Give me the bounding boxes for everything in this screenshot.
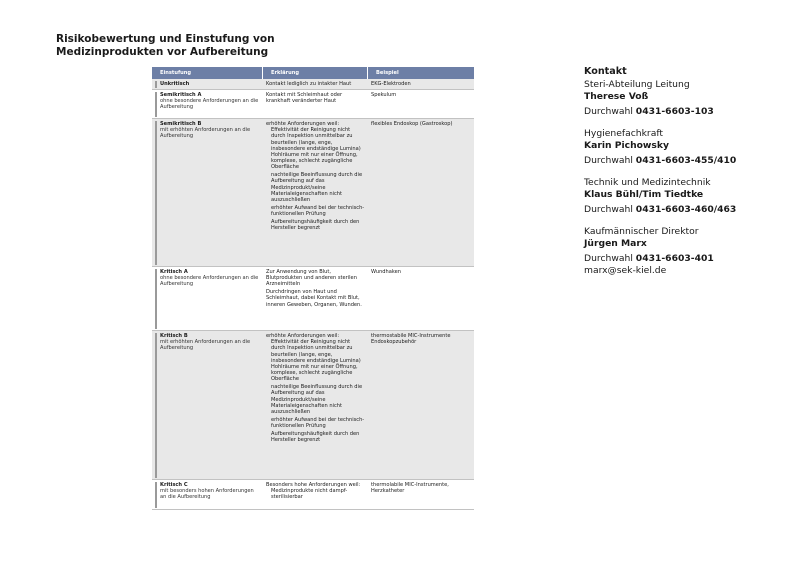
phone-number: 0431-6603-401: [635, 253, 714, 264]
header-erklaerung: Erklärung: [262, 67, 367, 79]
row-explanation-intro: erhöhte Anforderungen weil:: [266, 121, 340, 127]
table-row: [152, 90, 474, 119]
row-category: Unkritisch: [160, 81, 190, 87]
contact-role: Steri-Abteilung Leitung: [584, 79, 690, 90]
title-line-1: Risikobewertung und Einstufung von: [56, 33, 275, 45]
phone-number: 0431-6603-455/410: [635, 155, 737, 166]
contact-heading: Kontakt: [584, 66, 627, 77]
row-explanation: Kontakt lediglich zu intakter Haut: [266, 81, 352, 87]
table-row: [152, 331, 474, 480]
title-line-2: Medizinprodukten vor Aufbereitung: [56, 45, 269, 58]
row-example: flexibles Endoskop (Gastroskop): [371, 121, 453, 127]
contact-block: [584, 177, 736, 216]
row-category: Semikritisch B: [160, 121, 202, 127]
row-subtitle: ohne besondere Anforderungen an die Aufbereitung: [160, 98, 259, 111]
row-subtitle: mit erhöhten Anforderungen an die Aufbereitung: [160, 127, 251, 140]
row-example: thermolabile MIC-Instrumente, Herzkatheter: [371, 482, 449, 495]
row-explanation: Kontakt mit Schleimhaut oder krankhaft veränderter Haut: [266, 92, 343, 105]
phone-label: Durchwahl: [584, 106, 633, 117]
risk-classification-table: [152, 67, 474, 510]
row-explanation: nachteilige Beeinflussung durch die Aufbereitung auf das Medizinprodukt/seine Materialeigenschaften nicht auszuschließen: [271, 384, 363, 415]
row-category: Kritisch C: [160, 482, 188, 488]
phone-number: 0431-6603-460/463: [635, 204, 737, 215]
row-explanation: Aufbereitungshäufigkeit durch den Hersteller begrenzt: [271, 430, 360, 443]
row-category: Kritisch B: [160, 333, 188, 339]
row-explanation-intro: erhöhte Anforderungen weil:: [266, 333, 340, 339]
row-example: EKG-Elektroden: [371, 81, 411, 87]
contact-phone-line: [584, 106, 736, 118]
row-example: Wundhaken: [371, 269, 402, 275]
contact-panel: [584, 66, 736, 277]
row-explanation: erhöhter Aufwand bei der technisch-funktionellen Prüfung: [271, 204, 365, 217]
phone-label: Durchwahl: [584, 155, 633, 166]
contact-block: [584, 79, 736, 118]
row-explanation: Effektivität der Reinigung nicht durch Inspektion unmittelbar zu beurteilen (lange, enge, insbesondere endständige Lumina) Hohlräume mit nur einer Öffnung, komplexe, schlecht zugängliche Oberfläche: [271, 127, 361, 171]
contact-name: Jürgen Marx: [584, 238, 647, 249]
row-explanation: nachteilige Beeinflussung durch die Aufbereitung auf das Medizinprodukt/seine Materialeigenschaften nicht auszuschließen: [271, 172, 363, 203]
phone-number: 0431-6603-103: [635, 106, 714, 117]
row-example: thermostabile MIC-Instrumente Endoskopzubehör: [371, 333, 451, 346]
header-beispiel: Beispiel: [367, 67, 474, 79]
row-category: Semikritisch A: [160, 92, 202, 98]
contact-role: Kaufmännischer Direktor: [584, 226, 699, 237]
contact-role: Technik und Medizintechnik: [584, 177, 711, 188]
phone-label: Durchwahl: [584, 204, 633, 215]
table-row: [152, 267, 474, 331]
table-row: [152, 119, 474, 267]
phone-label: Durchwahl: [584, 253, 633, 264]
row-explanation: Effektivität der Reinigung nicht durch Inspektion unmittelbar zu beurteilen (lange, enge, insbesondere endständige Lumina) Hohlräume mit nur einer Öffnung, komplexe, schlecht zugängliche Oberfläche: [271, 339, 361, 383]
contact-email[interactable]: marx@sek-kiel.de: [584, 265, 667, 276]
row-subtitle: mit erhöhten Anforderungen an die Aufbereitung: [160, 339, 251, 352]
row-subtitle: ohne besondere Anforderungen an die Aufbereitung: [160, 275, 259, 288]
row-example: Spekulum: [371, 92, 397, 98]
table-row: [152, 480, 474, 510]
row-explanation-intro: Besonders hohe Anforderungen weil:: [266, 482, 361, 488]
contact-role: Hygienefachkraft: [584, 128, 663, 139]
document-title: [56, 33, 275, 58]
contact-name: Klaus Bühl/Tim Tiedtke: [584, 189, 704, 200]
row-explanation: Durchdringen von Haut und Schleimhaut, dabei Kontakt mit Blut, inneren Geweben, Organen, Wunden.: [266, 289, 362, 308]
row-subtitle: mit besonders hohen Anforderungen an die Aufbereitung: [160, 488, 254, 501]
contact-block: [584, 226, 736, 277]
contact-phone-line: [584, 204, 736, 216]
contact-block: [584, 128, 736, 167]
header-einstufung: Einstufung: [160, 70, 192, 76]
contact-phone-line: [584, 253, 736, 265]
row-explanation: Aufbereitungshäufigkeit durch den Hersteller begrenzt: [271, 218, 360, 231]
row-explanation: erhöhter Aufwand bei der technisch-funktionellen Prüfung: [271, 416, 365, 429]
row-explanation: Medizinprodukte nicht dampf-sterilisierbar: [271, 488, 348, 501]
contact-name: Karin Pichowsky: [584, 140, 669, 151]
contact-phone-line: [584, 155, 736, 167]
row-explanation: Zur Anwendung von Blut, Blutprodukten und anderen sterilen Arzneimitteln: [266, 269, 357, 288]
table-row: [152, 79, 474, 90]
row-category: Kritisch A: [160, 269, 188, 275]
table-header: [152, 67, 474, 79]
contact-name: Therese Voß: [584, 91, 649, 102]
